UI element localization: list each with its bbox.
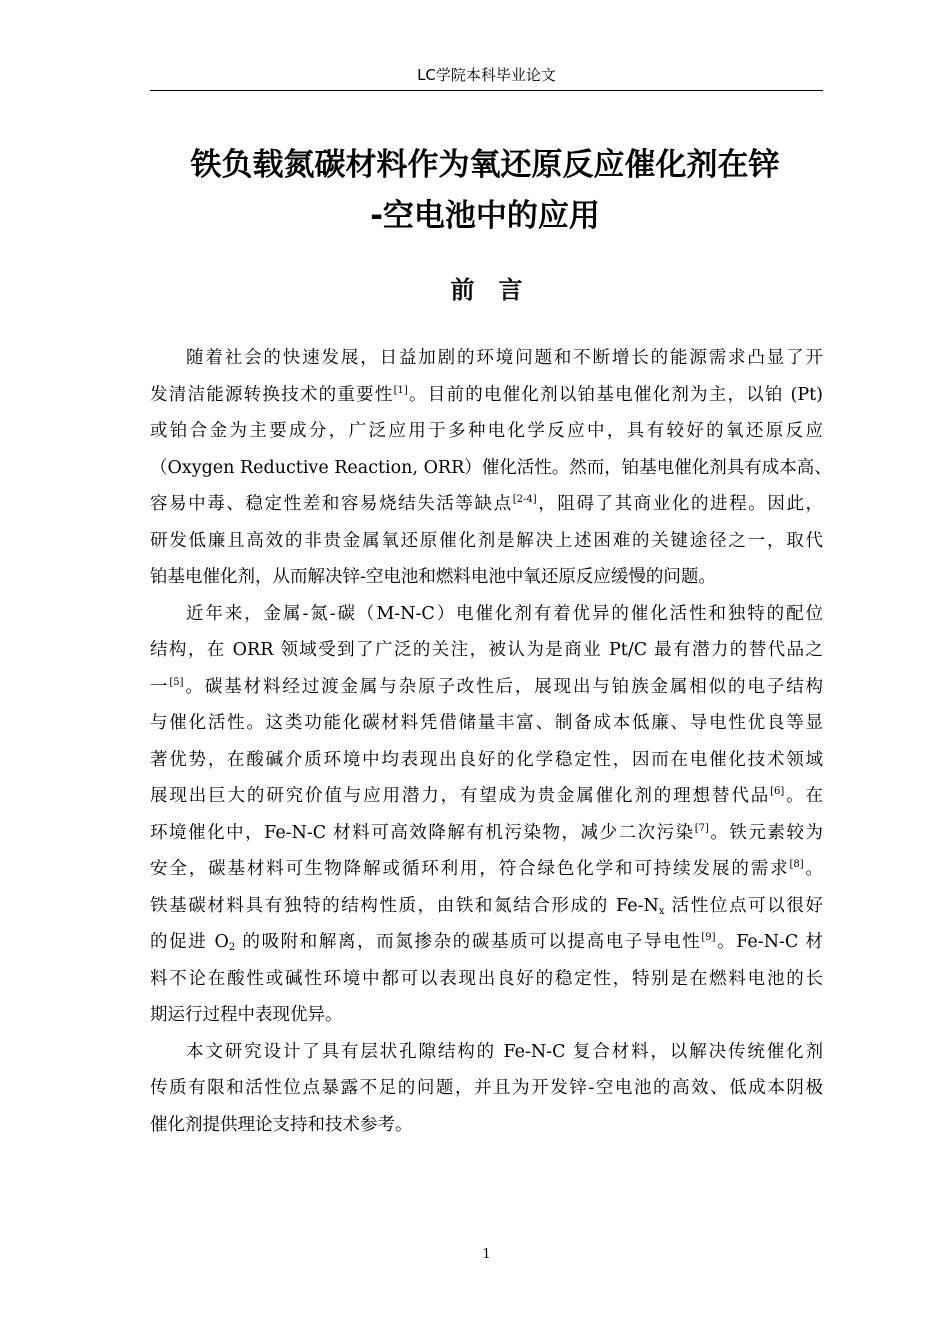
paper-title-line-2: -空电池中的应用 (370, 198, 600, 234)
text-run: 的吸附和解离，而氮掺杂的碳基质可以提高电子导电性 (235, 932, 702, 952)
subscript: x (658, 905, 665, 917)
paragraph-2-line (150, 851, 823, 888)
citation: [1] (393, 384, 408, 396)
text-run: 容易中毒、稳定性差和容易烧结失活等缺点 (150, 494, 513, 514)
paragraph-2-line: 著优势，在酸碱介质环境中均表现出良好的化学稳定性，因而在电催化技术领域 (150, 749, 823, 770)
text-run: 。铁元素较为 (708, 822, 824, 843)
paragraph-1-line: 研发低廉且高效的非贵金属氧还原催化剂是解决上述困难的关键途径之一，取代 (150, 530, 823, 551)
paragraph-2-line (150, 815, 823, 852)
page-number: 1 (482, 1247, 491, 1262)
paragraph-3-line: 催化剂提供理论支持和技术参考。 (150, 1114, 413, 1135)
paper-title (140, 140, 830, 242)
paragraph-3-line: 本文研究设计了具有层状孔隙结构的 Fe-N-C 复合材料，以解决传统催化剂 (186, 1041, 823, 1062)
paragraph-3-line: 传质有限和活性位点暴露不足的问题，并且为开发锌-空电池的高效、低成本阴极 (150, 1078, 823, 1098)
text-run: 安全，碳基材料可生物降解或循环利用，符合绿色化学和可持续发展的需求 (150, 859, 790, 879)
paragraph-2-line (150, 778, 823, 815)
text-run: ，阻碍了其商业化的进程。因此， (536, 494, 824, 514)
citation: [2-4] (512, 494, 537, 505)
citation: [8] (789, 859, 804, 870)
section-heading: 前言 (450, 276, 547, 304)
subscript: 2 (228, 942, 236, 953)
paragraph-2-line (150, 888, 823, 925)
text-run: 。碳基材料经过渡金属与杂原子改性后，展现出与铂族金属相似的电子结构 (183, 676, 824, 697)
text-run: 。目前的电催化剂以铂基电催化剂为主，以铂 (Pt) (407, 384, 824, 405)
paragraph-2-line (150, 924, 823, 961)
text-run: 铁基碳材料具有独特的结构性质，由铁和氮结合形成的 Fe-N (150, 895, 659, 916)
text-run: 活性位点可以很好 (664, 895, 823, 916)
body-text (150, 340, 832, 1143)
text-run: 。 (803, 859, 824, 879)
paragraph-2-line: 近年来，金属-氮-碳（M-N-C）电催化剂有着优异的催化活性和独特的配位 (186, 603, 823, 624)
text-run: 。在 (784, 786, 824, 806)
paragraph-1-line: （Oxygen Reductive Reaction, ORR）催化活性。然而，铂基电催化剂具有成本高、 (150, 457, 832, 478)
paragraph-1-line: 随着社会的快速发展，日益加剧的环境问题和不断增长的能源需求凸显了开 (186, 348, 823, 368)
paper-title-line-1: 铁负载氮碳材料作为氧还原反应催化剂在锌 (190, 147, 780, 183)
paragraph-2-line: 期运行过程中表现优异。 (150, 1005, 343, 1025)
paragraph-1-line: 铂基电催化剂，从而解决锌-空电池和燃料电池中氧还原反应缓慢的问题。 (150, 567, 716, 587)
paragraph-1 (150, 340, 832, 596)
text-run: 发清洁能源转换技术的重要性 (150, 384, 394, 405)
paragraph-2-line: 料不论在酸性或碱性环境中都可以表现出良好的稳定性，特别是在燃料电池的长 (150, 968, 823, 989)
paragraph-2-line: 与催化活性。这类功能化碳材料凭借储量丰富、制备成本低廉、导电性优良等显 (150, 713, 823, 733)
citation: [9] (701, 932, 716, 943)
paragraph-2-line (150, 669, 823, 706)
text-run: 环境催化中，Fe-N-C 材料可高效降解有机污染物，减少二次污染 (150, 822, 695, 843)
running-header: LC学院本科毕业论文 (417, 66, 556, 84)
paragraph-1-line (150, 377, 823, 414)
citation: [6] (770, 786, 785, 797)
header-rule (150, 90, 823, 91)
paragraph-3 (150, 1034, 823, 1144)
text-run: 。Fe-N-C 材 (715, 932, 823, 952)
paragraph-1-line (150, 486, 823, 523)
text-run: 的促进 O (150, 932, 229, 952)
citation: [5] (169, 676, 184, 688)
text-run: 展现出巨大的研究价值与应用潜力，有望成为贵金属催化剂的理想替代品 (150, 786, 771, 806)
paragraph-1-line: 或铂合金为主要成分，广泛应用于多种电化学反应中，具有较好的氧还原反应 (150, 421, 823, 441)
paragraph-2 (150, 596, 823, 1034)
text-run: 一 (150, 676, 170, 697)
paragraph-2-line: 结构，在 ORR 领域受到了广泛的关注，被认为是商业 Pt/C 最有潜力的替代品之 (150, 640, 823, 660)
citation: [7] (694, 822, 709, 834)
